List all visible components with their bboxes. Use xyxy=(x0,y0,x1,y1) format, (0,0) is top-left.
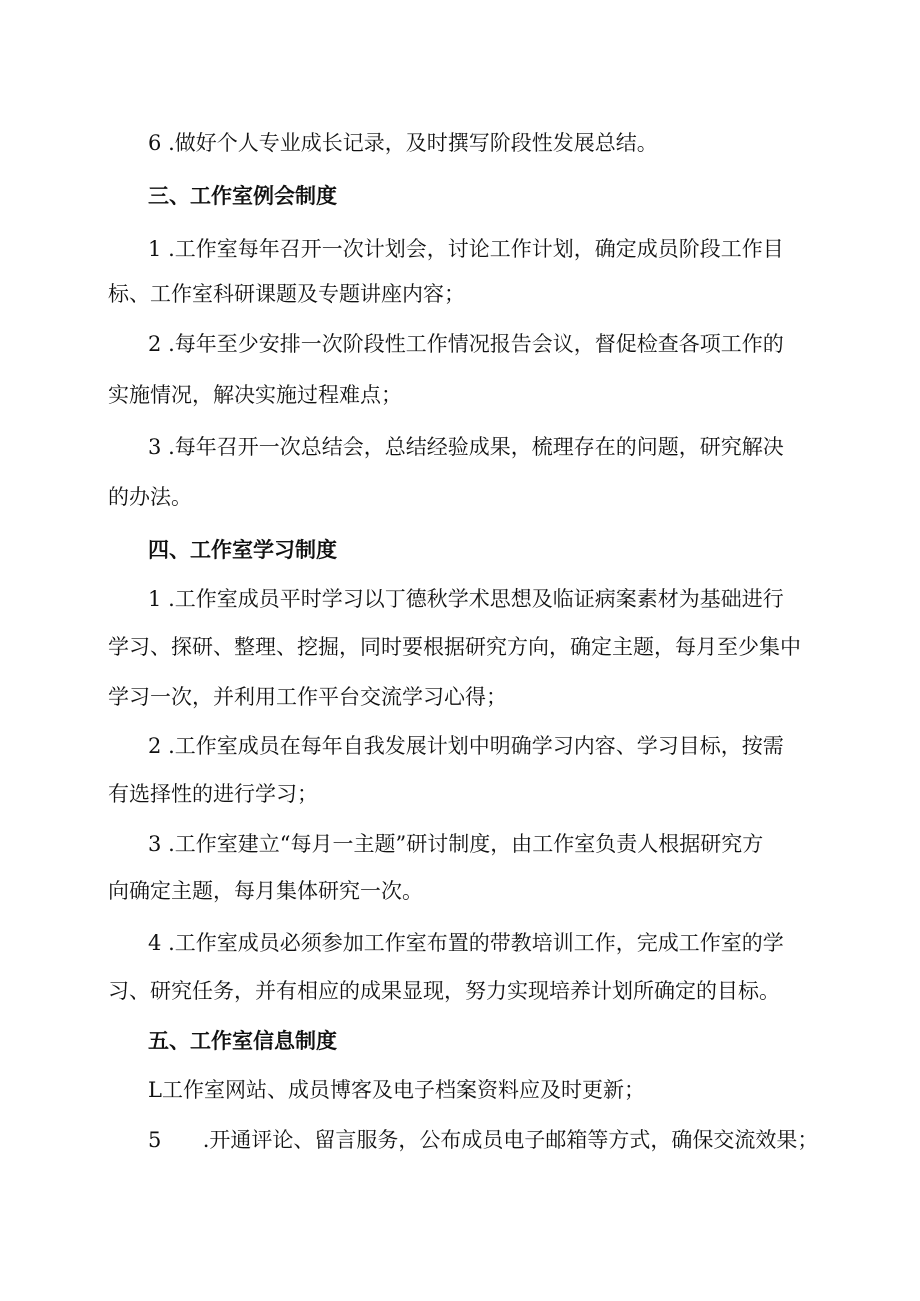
item-text: 有选择性的进行学习； xyxy=(108,782,318,806)
item-number: 3 xyxy=(148,435,162,459)
item-number: 3 xyxy=(148,832,162,856)
section-heading-study: 四、工作室学习制度 xyxy=(148,537,337,562)
paragraph-line xyxy=(0,682,920,712)
item-text: L工作室网站、成员博客及电子档案资料应及时更新； xyxy=(148,1078,645,1102)
item-text: .工作室成员在每年自我发展计划中明确学习内容、学习目标，按需 xyxy=(168,734,784,758)
paragraph-line xyxy=(0,779,920,809)
paragraph-line xyxy=(0,432,920,462)
section-heading-information: 五、工作室信息制度 xyxy=(148,1028,337,1053)
paragraph-line xyxy=(0,976,920,1006)
paragraph-line xyxy=(0,380,920,410)
item-text: 标、工作室科研课题及专题讲座内容； xyxy=(108,282,465,306)
paragraph-line xyxy=(0,1075,920,1105)
paragraph-line xyxy=(0,731,920,761)
item-text: 向确定主题，每月集体研究一次。 xyxy=(108,879,423,903)
paragraph-line xyxy=(0,329,920,359)
item-text: .做好个人专业成长记录，及时撰写阶段性发展总结。 xyxy=(168,131,658,155)
item-text: .工作室成员平时学习以丁德秋学术思想及临证病案素材为基础进行 xyxy=(168,587,784,611)
paragraph-line xyxy=(0,876,920,906)
item-text: 学习一次，并利用工作平台交流学习心得； xyxy=(108,685,507,709)
item-number: 1 xyxy=(148,587,162,611)
item-text: 的办法。 xyxy=(108,485,192,509)
paragraph-line xyxy=(0,829,920,859)
paragraph-line xyxy=(0,632,920,662)
paragraph-line xyxy=(0,928,920,958)
paragraph-line xyxy=(0,234,920,264)
item-text: .每年至少安排一次阶段性工作情况报告会议，督促检查各项工作的 xyxy=(168,332,784,356)
item-number: 1 xyxy=(148,237,162,261)
paragraph-line xyxy=(0,279,920,309)
item-text: .开通评论、留言服务，公布成员电子邮箱等方式，确保交流效果； xyxy=(202,1128,819,1152)
item-text: .工作室成员必须参加工作室布置的带教培训工作，完成工作室的学 xyxy=(168,931,784,955)
paragraph-line xyxy=(0,1125,920,1155)
item-text: 学习、探研、整理、挖掘，同时要根据研究方向，确定主题，每月至少集中 xyxy=(108,635,801,659)
paragraph-line xyxy=(0,128,920,158)
item-number: 2 xyxy=(148,332,162,356)
item-text: .工作室建立“每月一主题”研讨制度，由工作室负责人根据研究方 xyxy=(168,832,764,856)
item-text: .工作室每年召开一次计划会，讨论工作计划，确定成员阶段工作目 xyxy=(168,237,784,261)
item-number: 6 xyxy=(148,131,162,155)
item-number: 5 xyxy=(148,1128,162,1152)
item-text: 实施情况，解决实施过程难点； xyxy=(108,383,402,407)
section-heading-meetings: 三、工作室例会制度 xyxy=(148,183,337,208)
item-number: 4 xyxy=(148,931,162,955)
paragraph-line xyxy=(0,584,920,614)
item-text: .每年召开一次总结会，总结经验成果，梳理存在的问题，研究解决 xyxy=(168,435,784,459)
item-number: 2 xyxy=(148,734,162,758)
item-text: 习、研究任务，并有相应的成果显现，努力实现培养计划所确定的目标。 xyxy=(108,979,780,1003)
paragraph-line xyxy=(0,482,920,512)
